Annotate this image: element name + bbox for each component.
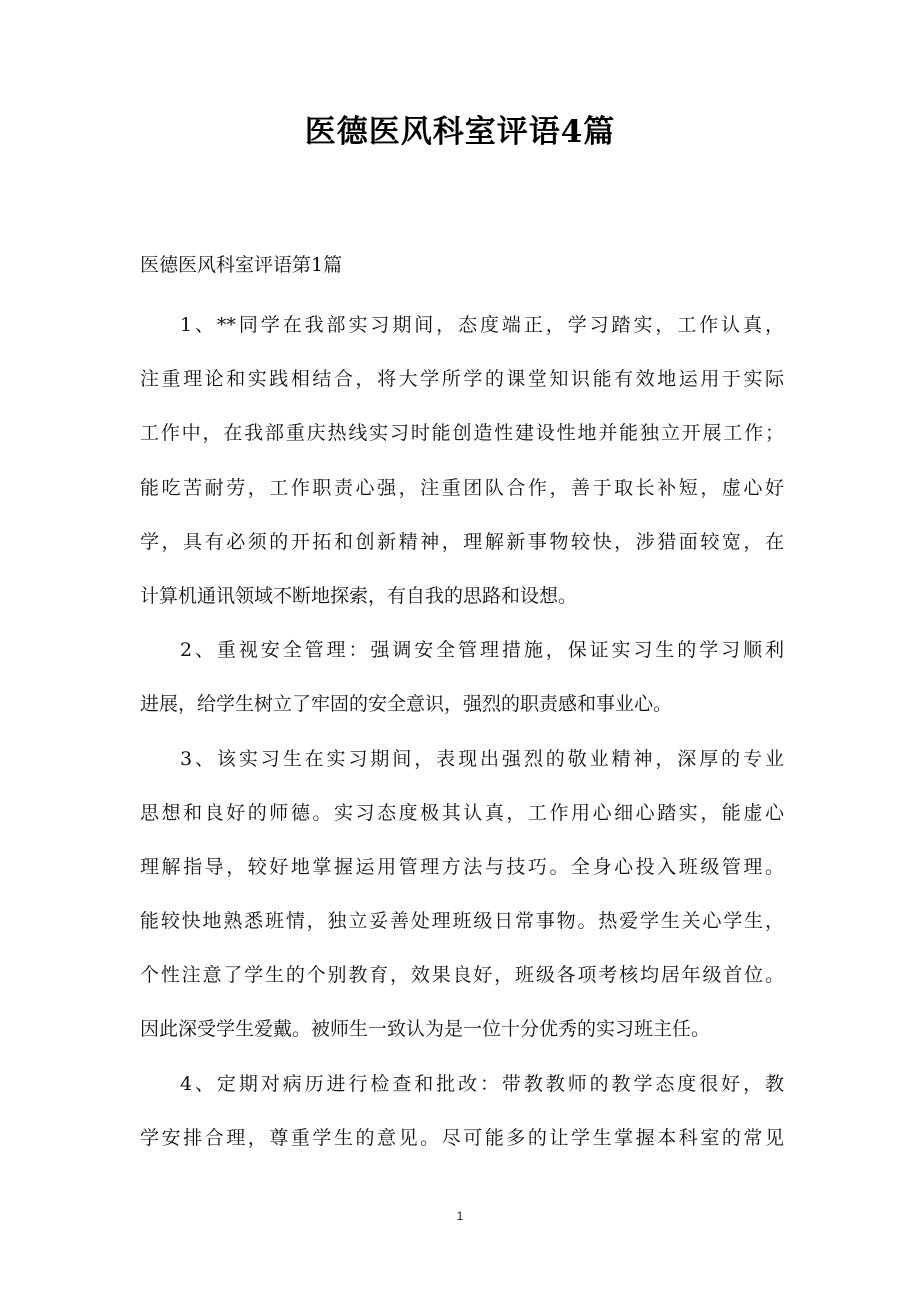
- paragraph-line: 工作中，在我部重庆热线实习时能创造性建设性地并能独立开展工作；: [140, 422, 784, 445]
- paragraph-line: 3、该实习生在实习期间，表现出强烈的敬业精神，深厚的专业: [180, 747, 784, 770]
- paragraph-line: 计算机通讯领域不断地探索，有自我的思路和设想。: [140, 584, 578, 607]
- paragraph-line: 学安排合理，尊重学生的意见。尽可能多的让学生掌握本科室的常见: [140, 1126, 784, 1149]
- paragraph-line: 注重理论和实践相结合，将大学所学的课堂知识能有效地运用于实际: [140, 368, 784, 391]
- paragraph-line: 4、定期对病历进行检查和批改：带教教师的教学态度很好，教: [180, 1072, 784, 1095]
- paragraph-line: 思想和良好的师德。实习态度极其认真，工作用心细心踏实，能虚心: [140, 801, 784, 824]
- paragraph-line: 因此深受学生爱戴。被师生一致认为是一位十分优秀的实习班主任。: [140, 1018, 711, 1041]
- paragraph-line: 1、**同学在我部实习期间，态度端正，学习踏实，工作认真，: [180, 314, 784, 336]
- paragraph-line: 个性注意了学生的个别教育，效果良好，班级各项考核均居年级首位。: [140, 964, 784, 987]
- paragraph-line: 能较快地熟悉班情，独立妥善处理班级日常事物。热爱学生关心学生，: [140, 910, 784, 933]
- page-number: 1: [456, 1209, 464, 1223]
- paragraph-line: 学，具有必须的开拓和创新精神，理解新事物较快，涉猎面较宽，在: [140, 530, 784, 553]
- paragraph-1: [140, 298, 784, 623]
- body-text: [140, 298, 784, 1165]
- document-title: 医德医风科室评语4篇: [304, 114, 616, 150]
- paragraph-3: [140, 732, 784, 1057]
- section-heading: 医德医风科室评语第1篇: [140, 254, 343, 276]
- paragraph-4: [140, 1057, 784, 1165]
- paragraph-line: 理解指导，较好地掌握运用管理方法与技巧。全身心投入班级管理。: [140, 855, 784, 878]
- paragraph-2: [140, 623, 784, 731]
- paragraph-line: 进展，给学生树立了牢固的安全意识，强烈的职责感和事业心。: [140, 693, 673, 716]
- paragraph-line: 能吃苦耐劳，工作职责心强，注重团队合作，善于取长补短，虚心好: [140, 476, 784, 499]
- paragraph-line: 2、重视安全管理：强调安全管理措施，保证实习生的学习顺利: [180, 639, 784, 662]
